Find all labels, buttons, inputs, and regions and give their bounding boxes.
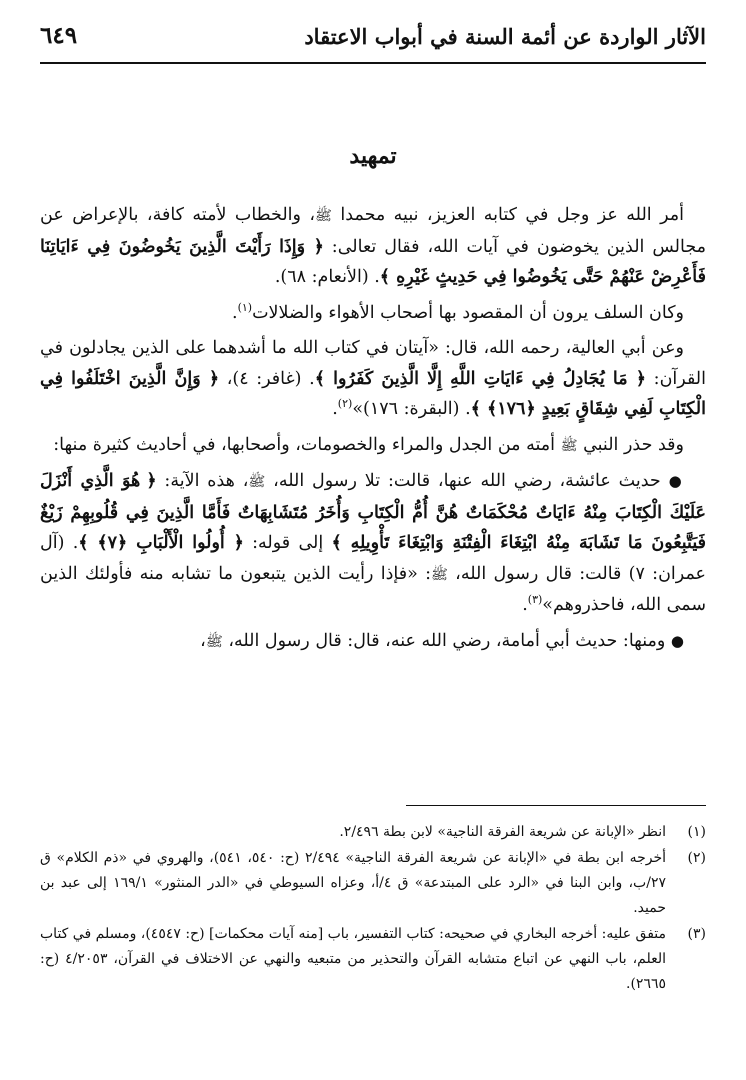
quran-verse: ﴿ هُوَ الَّذِي أَنْزَلَ عَلَيْكَ الْكِتَابَ مِنْهُ ءَايَاتٌ مُحْكَمَاتٌ هُنَّ أُمُّ الْكِتَابِ وَأُخَرُ مُتَشَابِهَاتٌ فَأَمَّا الَّذِينَ فِي قُلُوبِهِمْ زَيْغٌ فَيَتَّبِعُونَ مَا تَشَابَهَ مِنْهُ ابْتِغَاءَ الْفِتْنَةِ وَابْتِغَاءَ تَأْوِيلِهِ ﴾	[40, 471, 706, 553]
footnote-number: (٣)	[687, 926, 706, 942]
honorific-symbol: ﷺ	[315, 208, 332, 224]
honorific-symbol: ﷺ	[205, 633, 223, 650]
footnote-ref-3: (٣)	[527, 593, 543, 607]
running-title: الآثار الواردة عن أئمة السنة في أبواب الاعتقاد	[304, 24, 706, 49]
quran-verse: ﴿ مَا يُجَادِلُ فِي ءَايَاتِ اللَّهِ إِلَّا الَّذِينَ كَفَرُوا ﴾	[314, 368, 647, 389]
footnote	[40, 846, 706, 921]
paragraph-4: وقد حذر النبي ﷺ أمته من الجدل والمراء والخصومات، وأصحابها، في أحاديث كثيرة منها:	[53, 434, 684, 455]
section-title: تمهيد	[349, 143, 397, 169]
footnote-number: (١)	[687, 824, 706, 840]
honorific-symbol: ﷺ	[430, 566, 448, 583]
footnote-number: (٢)	[687, 850, 706, 866]
footnote-text: أخرجه ابن بطة في «الإبانة عن شريعة الفرقة الناجية» ٢/٤٩٤ (ح: ٥٤٠، ٥٤١)، والهروي في «ذم الكلام» ق ٢٧/ب، وابن البنا في «الرد على المبتدعة» ق ٤/أ، وعزاه السيوطي في «الدر المنثور» ١٦٩/١ إلى عبد بن حميد.	[40, 850, 666, 916]
paragraph-1: أمر الله عز وجل في كتابه العزيز، نبيه محمدا ﷺ، والخطاب لأمته كافة، بالإعراض عن مجالس الذين يخوضون في آيات الله، فقال تعالى: ﴿ وَإِذَا رَأَيْتَ الَّذِينَ يَخُوضُونَ فِي ءَايَاتِنَا فَأَعْرِضْ عَنْهُمْ حَتَّى يَخُوضُوا فِي حَدِيثٍ غَيْرِهِ ﴾. (الأنعام: ٦٨).	[40, 205, 706, 287]
footnote	[40, 820, 706, 845]
paragraph-3: وعن أبي العالية، رحمه الله، قال: «آيتان في كتاب الله ما أشدهما على الذين يجادلون في القرآن: ﴿ مَا يُجَادِلُ فِي ءَايَاتِ اللَّهِ إِلَّا الَّذِينَ كَفَرُوا ﴾. (غافر: ٤)، ﴿ وَإِنَّ الَّذِينَ اخْتَلَفُوا فِي الْكِتَابِ لَفِي شِقَاقٍ بَعِيدٍ ﴿١٧٦﴾ ﴾. (البقرة: ١٧٦)»$^{(٢)}$.	[40, 338, 706, 419]
page-header	[40, 22, 706, 62]
paragraph-5: ● حديث عائشة، رضي الله عنها، قالت: تلا رسول الله، ﷺ، هذه الآية: ﴿ هُوَ الَّذِي أَنْزَلَ عَلَيْكَ الْكِتَابَ مِنْهُ ءَايَاتٌ مُحْكَمَاتٌ هُنَّ أُمُّ الْكِتَابِ وَأُخَرُ مُتَشَابِهَاتٌ فَأَمَّا الَّذِينَ فِي قُلُوبِهِمْ زَيْغٌ فَيَتَّبِعُونَ مَا تَشَابَهَ مِنْهُ ابْتِغَاءَ الْفِتْنَةِ وَابْتِغَاءَ تَأْوِيلِهِ ﴾ إلى قوله: ﴿ أُولُوا الْأَلْبَابِ ﴿٧﴾ ﴾. (آل عمران: ٧) قالت: قال رسول الله، ﷺ: «فإذا رأيت الذين يتبعون ما تشابه منه فأولئك الذين سمى الله، فاحذروهم»$^{(٣)}$.	[40, 471, 706, 615]
bullet-icon: ●	[670, 631, 684, 650]
footnote-text: متفق عليه: أخرجه البخاري في صحيحه: كتاب التفسير، باب [منه آيات محكمات] (ح: ٤٥٤٧)، ومسلم في كتاب العلم، باب النهي عن اتباع متشابه القرآن والتحذير من متبعيه والنهي عن الاختلاف في القرآن، ٤/٢٠٥٣ (ح: ٢٦٦٥).	[40, 926, 667, 992]
footnote	[40, 922, 706, 997]
footnote-ref-2: (٢)	[337, 397, 353, 411]
footnotes	[40, 820, 706, 998]
footnote-ref-1: (١)	[237, 300, 253, 314]
page-number: ٦٤٩	[40, 22, 78, 49]
bullet-icon: ●	[668, 472, 684, 490]
header-rule	[40, 62, 706, 64]
footnote-text: انظر «الإبانة عن شريعة الفرقة الناجية» لابن بطة ٢/٤٩٦.	[339, 824, 666, 840]
body-text	[40, 200, 706, 662]
quran-verse: ﴿ وَإِذَا رَأَيْتَ الَّذِينَ يَخُوضُونَ فِي ءَايَاتِنَا فَأَعْرِضْ عَنْهُمْ حَتَّى يَخُوضُوا فِي حَدِيثٍ غَيْرِهِ ﴾	[40, 236, 706, 287]
paragraph-2: وكان السلف يرون أن المقصود بها أصحاب الأهواء والضلالات$^{(١)}$.	[231, 300, 684, 323]
honorific-symbol: ﷺ	[248, 474, 266, 490]
quran-verse: ﴿ وَإِنَّ الَّذِينَ اخْتَلَفُوا فِي الْكِتَابِ لَفِي شِقَاقٍ بَعِيدٍ ﴿١٧٦﴾ ﴾	[40, 368, 706, 419]
honorific-symbol: ﷺ	[560, 437, 578, 454]
quran-verse: ﴿ أُولُوا الْأَلْبَابِ ﴿٧﴾ ﴾	[78, 533, 244, 553]
footnote-rule	[406, 805, 706, 806]
paragraph-6: ● ومنها: حديث أبي أمامة، رضي الله عنه، قال: قال رسول الله، ﷺ،	[200, 630, 684, 651]
